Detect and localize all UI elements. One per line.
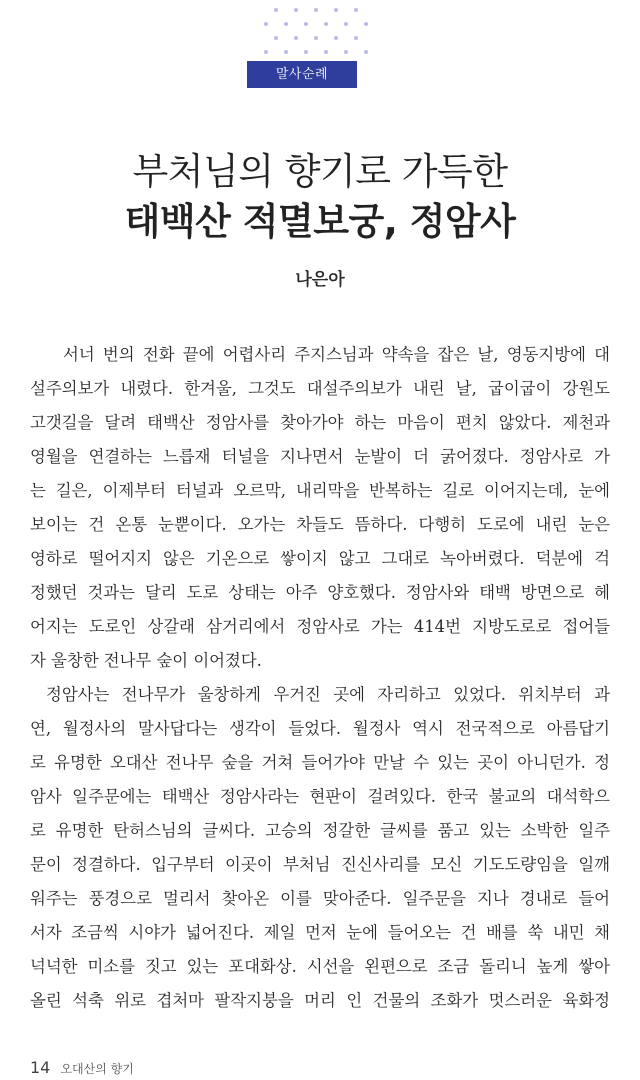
dot	[354, 36, 358, 40]
body-line: 보이는 건 온통 눈뿐이다. 오가는 차들도 뜸하다. 다행히 도로에 내린 눈은	[30, 515, 610, 534]
dot	[324, 22, 328, 26]
body-line: 로 유명한 오대산 전나무 숲을 거쳐 들어가야 만날 수 있는 곳이 아니던가. 정	[30, 753, 610, 772]
body-line: 서자 조금씩 시야가 넓어진다. 제일 먼저 눈에 들어오는 건 배를 쑥 내민 채	[30, 923, 610, 942]
dot	[324, 50, 328, 54]
author-name: 나은아	[295, 270, 345, 290]
body-line: 고갯길을 달려 태백산 정암사를 찾아가야 하는 마음이 편치 않았다. 제천과	[30, 413, 610, 432]
body-line: 올린 석축 위로 겹처마 팔작지붕을 머리 인 건물의 조화가 멋스러운 육화정	[30, 991, 610, 1010]
dot	[314, 8, 318, 12]
page-number: 14	[30, 1058, 51, 1077]
dot	[304, 22, 308, 26]
dot	[364, 22, 368, 26]
body-line: 서너 번의 전화 끝에 어렵사리 주지스님과 약속을 잡은 날, 영동지방에 대	[63, 345, 610, 364]
dot	[264, 50, 268, 54]
dot	[284, 50, 288, 54]
dot	[344, 50, 348, 54]
article-body	[30, 338, 610, 1018]
dot	[264, 22, 268, 26]
body-line: 로 유명한 탄허스님의 글씨다. 고승의 정갈한 글씨를 품고 있는 소박한 일주	[30, 821, 610, 840]
dot	[344, 22, 348, 26]
body-line: 설주의보가 내렸다. 한겨울, 그것도 대설주의보가 내린 날, 굽이굽이 강원도	[30, 379, 610, 398]
body-line: 정암사는 전나무가 울창하게 우거진 곳에 자리하고 있었다. 위치부터 과	[46, 685, 610, 704]
body-line: 어지는 도로인 상갈래 삼거리에서 정암사로 가는 414번 지방도로로 접어들	[30, 617, 610, 636]
page-footer	[30, 1057, 134, 1079]
dot	[284, 22, 288, 26]
body-line: 는 길은, 이제부터 터널과 오르막, 내리막을 반복하는 길로 이어지는데, 눈에	[30, 481, 610, 500]
dot	[334, 36, 338, 40]
article-title-line1: 부처님의 향기로 가득한	[132, 150, 508, 193]
decorative-dot-pattern	[254, 8, 386, 54]
body-line: 연, 월정사의 말사답다는 생각이 들었다. 월정사 역시 전국적으로 아름답기	[30, 719, 610, 738]
category-tag: 말사순례	[247, 61, 357, 88]
body-line: 정했던 것과는 달리 도로 상태는 아주 양호했다. 정암사와 태백 방면으로 헤	[30, 583, 610, 602]
dot	[274, 36, 278, 40]
body-line: 자 울창한 전나무 숲이 이어졌다.	[30, 651, 262, 670]
dot	[294, 8, 298, 12]
body-line: 영하로 떨어지지 않은 기온으로 쌓이지 않고 그대로 녹아버렸다. 덕분에 걱	[30, 549, 610, 568]
dot	[294, 36, 298, 40]
dot	[314, 36, 318, 40]
dot	[354, 8, 358, 12]
dot	[334, 8, 338, 12]
publication-name: 오대산의 향기	[60, 1062, 134, 1076]
body-line: 문이 정결하다. 입구부터 이곳이 부처님 진신사리를 모신 기도도량임을 일깨	[30, 855, 610, 874]
article-title-line2: 태백산 적멸보궁, 정암사	[124, 200, 516, 243]
body-line: 암사 일주문에는 태백산 정암사라는 현판이 걸려있다. 한국 불교의 대석학으	[30, 787, 610, 806]
dot	[364, 50, 368, 54]
body-line: 영월을 연결하는 느릅재 터널을 지나면서 눈발이 더 굵어졌다. 정암사로 가	[30, 447, 610, 466]
body-line: 워주는 풍경으로 멀리서 찾아온 이를 맞아준다. 일주문을 지나 경내로 들어	[30, 889, 610, 908]
body-line: 넉넉한 미소를 짓고 있는 포대화상. 시선을 왼편으로 조금 돌리니 높게 쌓아	[30, 957, 610, 976]
dot	[274, 8, 278, 12]
dot	[304, 50, 308, 54]
